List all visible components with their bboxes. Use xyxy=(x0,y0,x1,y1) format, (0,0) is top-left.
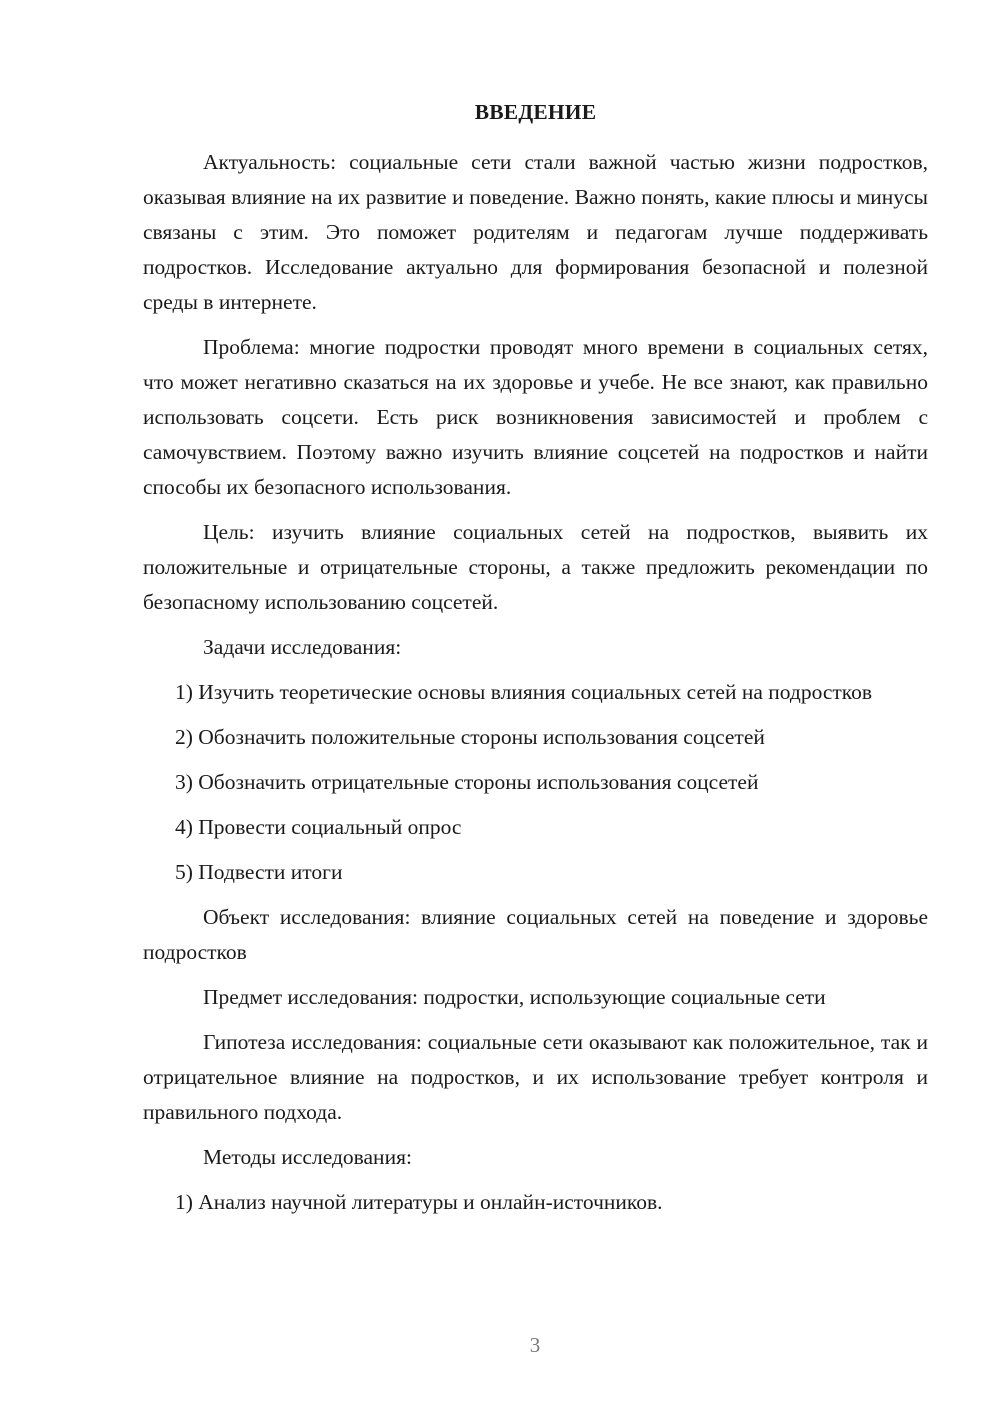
goal-paragraph: Цель: изучить влияние социальных сетей на подростков, выявить их положительные и отрицательные стороны, а также предложить рекомендации по безопасному использованию соцсетей. xyxy=(143,520,928,614)
task-item: 3) Обозначить отрицательные стороны использования соцсетей xyxy=(175,770,759,794)
hypothesis-paragraph: Гипотеза исследования: социальные сети оказывают как положительное, так и отрицательное влияние на подростков, и их использование требует контроля и правильного подхода. xyxy=(143,1030,928,1124)
task-item: 2) Обозначить положительные стороны использования соцсетей xyxy=(175,725,765,749)
task-item: 5) Подвести итоги xyxy=(175,860,343,884)
object-paragraph: Объект исследования: влияние социальных сетей на поведение и здоровье подростков xyxy=(143,905,928,964)
page-number: 3 xyxy=(529,1333,541,1357)
task-item: 4) Провести социальный опрос xyxy=(175,815,462,839)
tasks-label: Задачи исследования: xyxy=(203,635,402,659)
task-item: 1) Изучить теоретические основы влияния социальных сетей на подростков xyxy=(175,680,873,704)
relevance-paragraph: Актуальность: социальные сети стали важной частью жизни подростков, оказывая влияние на их развитие и поведение. Важно понять, какие плюсы и минусы связаны с этим. Это поможет родителям и педагогам лучше поддерживать подростков. Исследование актуально для формирования безопасной и полезной среды в интернете. xyxy=(143,150,928,314)
document-page xyxy=(143,95,928,1230)
section-heading: ВВЕДЕНИЕ xyxy=(474,100,597,124)
problem-paragraph: Проблема: многие подростки проводят много времени в социальных сетях, что может негативно сказаться на их здоровье и учебе. Не все знают, как правильно использовать соцсети. Есть риск возникновения зависимостей и проблем с самочувствием. Поэтому важно изучить влияние соцсетей на подростков и найти способы их безопасного использования. xyxy=(143,335,928,499)
methods-label: Методы исследования: xyxy=(203,1145,412,1169)
method-item: 1) Анализ научной литературы и онлайн-источников. xyxy=(175,1190,663,1214)
subject-paragraph: Предмет исследования: подростки, использующие социальные сети xyxy=(203,985,826,1009)
